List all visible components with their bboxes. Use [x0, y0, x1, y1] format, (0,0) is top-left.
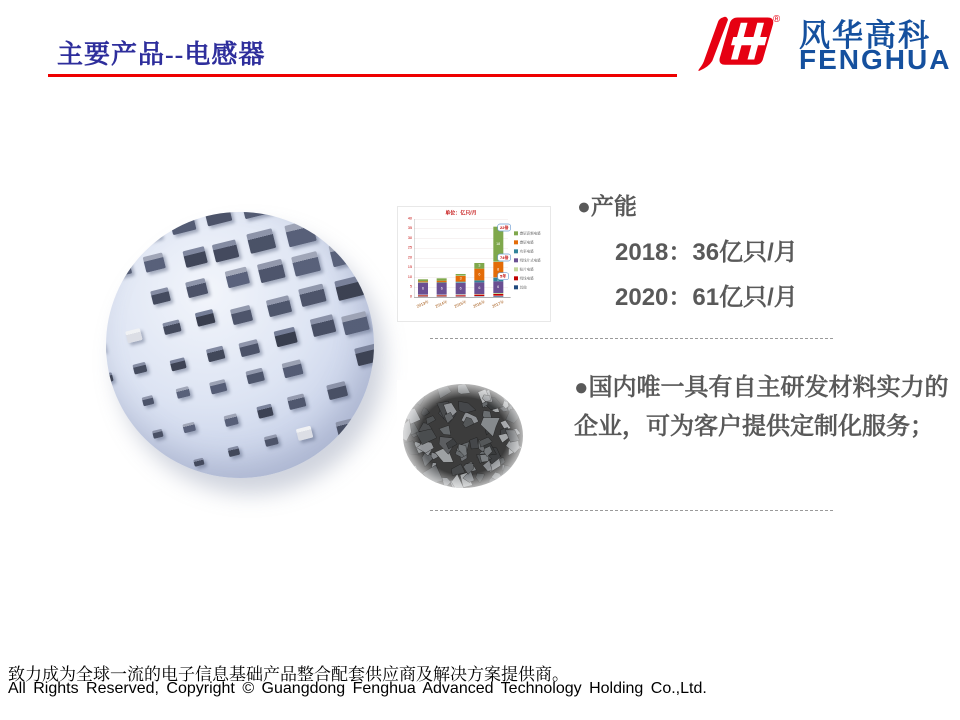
page-title: 主要产品--电感器 [57, 40, 266, 69]
inductor-chip [169, 212, 197, 235]
bar-segment [456, 282, 466, 283]
y-axis-tick-label: 20 [407, 255, 412, 260]
legend-label: 叠层电感 [519, 240, 534, 245]
bar-segment: 3 [456, 276, 466, 282]
legend-label: 叠层高频电感 [519, 231, 541, 236]
capacity-line-2020: 2020：61亿只/月 [615, 284, 798, 311]
inductor-chip [326, 381, 348, 400]
bar-segment [456, 295, 466, 296]
bar-segment [437, 295, 447, 296]
y-axis-tick-label: 35 [407, 226, 412, 231]
capacity-chart-canvas [398, 207, 550, 321]
legend-swatch [514, 249, 518, 253]
inductor-chip [246, 228, 276, 254]
inductor-chip [175, 386, 190, 399]
chip-grid [106, 212, 374, 478]
bar-segment [418, 279, 428, 281]
inductor-chip [238, 339, 260, 358]
x-axis-tick-label: 2014年 [434, 299, 449, 309]
bar-segment [474, 280, 484, 282]
inductor-chip [341, 311, 370, 335]
inductor-chip [142, 252, 165, 272]
inductor-chip [284, 219, 316, 247]
y-axis-tick-label: 25 [407, 245, 412, 250]
callout-bubble: 74倍 [497, 254, 511, 262]
inductor-chip [274, 326, 298, 347]
inductor-chip [106, 406, 116, 415]
bar-segment [474, 296, 484, 297]
inductor-chip [266, 295, 292, 317]
bar-segment: 18 [493, 227, 503, 262]
inductor-chip [295, 425, 313, 440]
bar-segment [437, 281, 447, 282]
inductor-chip [263, 434, 279, 447]
y-axis-tick-label: 10 [407, 274, 412, 279]
inductor-chip [150, 287, 171, 305]
callout-bubble: 5年 [497, 272, 509, 280]
inductor-chip [257, 259, 285, 283]
inductor-chip [160, 461, 169, 469]
inductor-chip [282, 359, 304, 378]
inductor-chip [206, 346, 226, 363]
bar-segment [474, 295, 484, 296]
inductor-chip [223, 414, 239, 427]
inductor-chip [335, 418, 355, 435]
y-axis-tick-label: 5 [409, 284, 412, 289]
title-underline [48, 74, 677, 77]
inductor-chip [291, 251, 321, 277]
chart-title: 单位：亿只/月 [445, 209, 477, 216]
bar-segment [493, 293, 503, 294]
legend-swatch [514, 240, 518, 244]
inductor-chip [309, 314, 335, 337]
bar-segment [418, 281, 428, 282]
legend-item [514, 284, 550, 291]
y-axis-tick-label: 40 [407, 216, 412, 221]
inductor-chip [106, 372, 114, 383]
inductor-chip [246, 368, 266, 385]
dotted-divider [430, 510, 833, 511]
inductor-chip [256, 404, 274, 419]
inductor-chip [169, 357, 186, 372]
legend-label: 绕线片式电感 [519, 258, 541, 263]
bar-segment: 6 [474, 282, 484, 293]
legend-item [514, 257, 550, 264]
inductor-chip [194, 309, 216, 327]
inductor-chip [354, 343, 374, 366]
bar-segment [437, 278, 447, 280]
material-sem-photo [397, 380, 530, 497]
x-axis-tick-label: 2017年 [491, 299, 505, 309]
capacity-heading: ●产能 [577, 193, 637, 219]
legend-swatch [514, 258, 518, 262]
inductor-chip [152, 429, 163, 438]
dotted-divider [430, 338, 833, 339]
legend-swatch [514, 231, 518, 235]
inductor-chip [162, 319, 181, 336]
y-axis-tick-label: 0 [409, 294, 412, 299]
legend-label: 功率电感 [519, 249, 534, 254]
inductor-chip [182, 246, 208, 268]
bar-segment: 6 [456, 283, 466, 294]
inductor-chip [185, 278, 209, 298]
bar-segment [437, 282, 447, 283]
bar-segment: 3 [474, 263, 484, 269]
inductor-chip [111, 260, 132, 278]
inductor-chip [124, 473, 131, 478]
inductor-chip [106, 227, 122, 247]
inductor-chip [210, 380, 228, 395]
inductor-chip [369, 411, 374, 430]
legend-item [514, 275, 550, 282]
legend-label: 其他 [519, 285, 527, 290]
x-axis-tick-label: 2013年 [415, 299, 430, 309]
capacity-chart [397, 206, 551, 322]
bar-segment: 6 [474, 269, 484, 280]
inductor-chip [334, 275, 365, 301]
inductor-chip [224, 266, 250, 288]
bar-segment [456, 274, 466, 276]
inductor-chip [194, 457, 205, 467]
legend-label: 绕线电感 [519, 276, 534, 281]
inductor-chips-photo [106, 212, 374, 478]
inductor-chip [240, 212, 272, 219]
inductor-chip [203, 212, 233, 227]
capacity-line-2018: 2018：36亿只/月 [615, 239, 798, 266]
material-text: ●国内唯一具有自主研发材料实力的企业，可为客户提供定制化服务； [574, 374, 949, 440]
registered-mark: ® [773, 14, 781, 25]
inductor-chip [133, 361, 148, 374]
legend-item [514, 230, 550, 237]
bar-segment: 6 [418, 283, 428, 294]
y-axis-tick-label: 30 [407, 235, 412, 240]
bar-segment [493, 294, 503, 296]
inductor-chip [136, 221, 161, 243]
inductor-chip [125, 328, 142, 343]
inductor-chip [183, 422, 196, 433]
x-axis-tick-label: 2015年 [453, 299, 468, 309]
x-axis-tick-label: 2016年 [472, 299, 486, 309]
logo-brand-en: FENGHUA [799, 44, 952, 75]
legend-item [514, 239, 550, 246]
inductor-chip [117, 441, 126, 449]
logo-brand-cn: 风华高科 [799, 18, 931, 53]
legend-item [514, 248, 550, 255]
legend-label: 贴片电感 [519, 267, 534, 272]
bar-segment: 6 [437, 283, 447, 294]
footer-copyright-text: All Rights Reserved, Copyright © Guangdong Fenghua Advanced Technology Holding Co.,Ltd. [8, 680, 707, 697]
footer-mission-text: 致力成为全球一流的电子信息基础产品整合配套供应商及解决方案提供商。 [8, 665, 569, 684]
inductor-chip [141, 395, 154, 406]
inductor-chip [319, 212, 354, 240]
inductor-chip [212, 239, 240, 263]
bar-segment [418, 295, 428, 296]
legend-swatch [514, 267, 518, 271]
fenghua-logo-mark-icon [698, 8, 782, 78]
inductor-chip [230, 305, 254, 325]
bar-segment: 8 [493, 262, 503, 277]
legend-swatch [514, 276, 518, 280]
bar-segment [493, 296, 503, 297]
callout-bubble: 22倍 [497, 224, 511, 232]
inductor-chip [298, 283, 326, 307]
legend-item [514, 266, 550, 273]
inductor-chip [329, 239, 362, 267]
inductor-chip [287, 393, 307, 410]
inductor-chip [227, 446, 241, 458]
legend-swatch [514, 285, 518, 289]
y-axis-tick-label: 15 [407, 265, 412, 270]
bar-segment: 6 [493, 281, 503, 292]
